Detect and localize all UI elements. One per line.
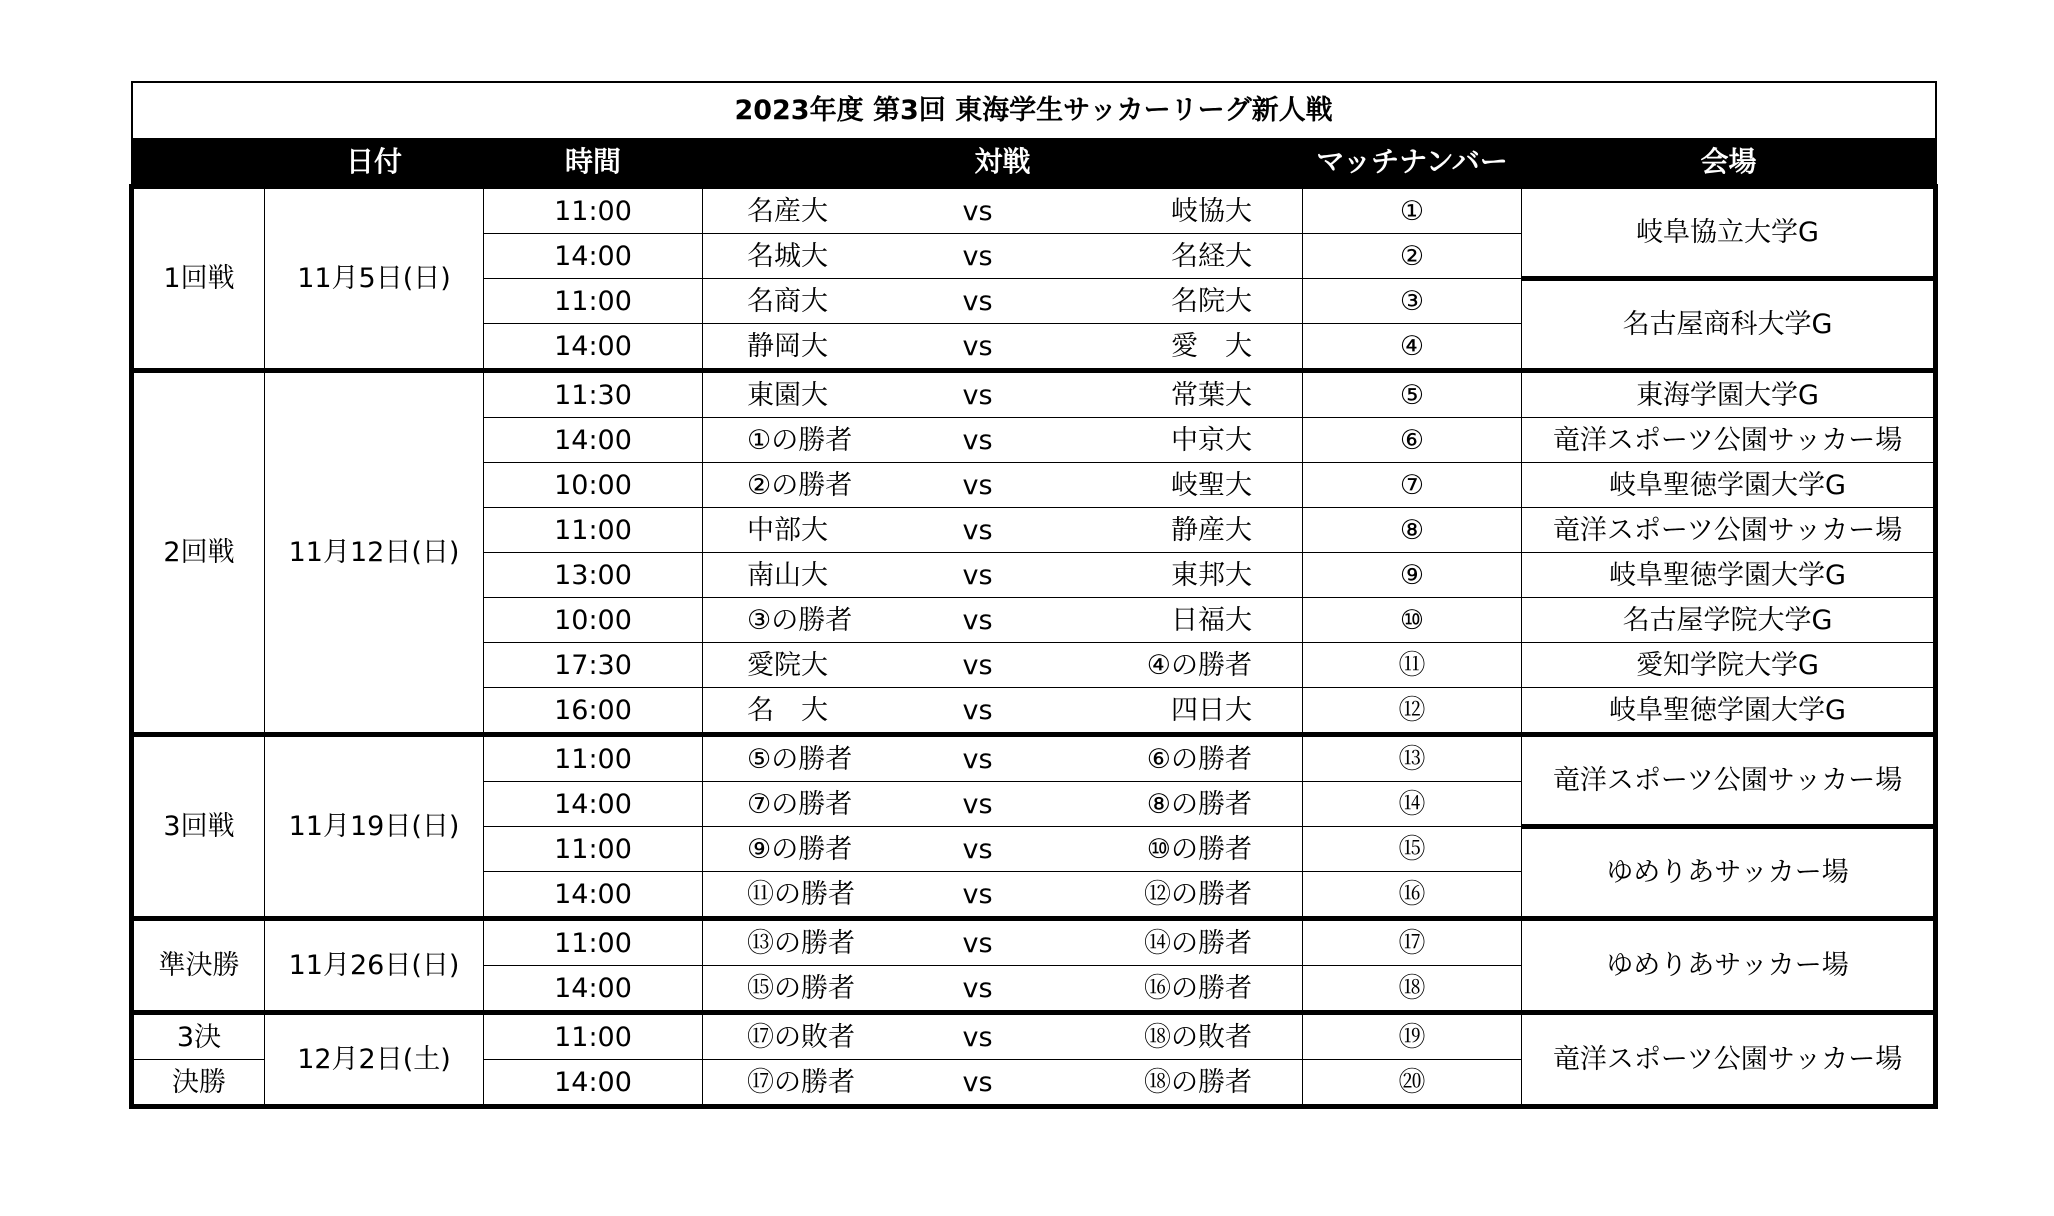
round-cell: 3決: [132, 1013, 265, 1060]
away-team: ⑧の勝者: [1087, 782, 1303, 827]
time-cell: 14:00: [484, 782, 703, 827]
match-number: ①: [1303, 187, 1522, 234]
home-team: ⑬の勝者: [703, 919, 869, 966]
away-team: 岐聖大: [1087, 463, 1303, 508]
venue-cell: 竜洋スポーツ公園サッカー場: [1522, 735, 1936, 827]
home-team: 愛院大: [703, 643, 869, 688]
venue-cell: 名古屋学院大学G: [1522, 598, 1936, 643]
venue-cell: 名古屋商科大学G: [1522, 279, 1936, 371]
home-team: ⑤の勝者: [703, 735, 869, 782]
away-team: 静産大: [1087, 508, 1303, 553]
match-number: ⑫: [1303, 688, 1522, 735]
match-number: ⑬: [1303, 735, 1522, 782]
home-team: ⑰の勝者: [703, 1060, 869, 1107]
home-team: 東園大: [703, 371, 869, 418]
away-team: 岐協大: [1087, 187, 1303, 234]
date-cell: 11月19日(日): [265, 735, 484, 919]
table-row: [132, 1013, 1936, 1060]
home-team: 南山大: [703, 553, 869, 598]
vs-label: vs: [869, 279, 1087, 324]
time-cell: 13:00: [484, 553, 703, 598]
round-cell: 3回戦: [132, 735, 265, 919]
home-team: 中部大: [703, 508, 869, 553]
round-cell: 1回戦: [132, 187, 265, 371]
away-team: ⑯の勝者: [1087, 966, 1303, 1013]
match-number: ⑥: [1303, 418, 1522, 463]
match-number: ⑨: [1303, 553, 1522, 598]
vs-label: vs: [869, 966, 1087, 1013]
match-number: ⑲: [1303, 1013, 1522, 1060]
schedule-body: [132, 187, 1936, 1107]
away-team: ⑩の勝者: [1087, 827, 1303, 872]
time-cell: 11:00: [484, 735, 703, 782]
venue-cell: 岐阜聖徳学園大学G: [1522, 463, 1936, 508]
away-team: 名経大: [1087, 234, 1303, 279]
vs-label: vs: [869, 1060, 1087, 1107]
vs-label: vs: [869, 919, 1087, 966]
home-team: 名産大: [703, 187, 869, 234]
time-cell: 11:30: [484, 371, 703, 418]
date-cell: 11月5日(日): [265, 187, 484, 371]
time-cell: 11:00: [484, 279, 703, 324]
match-number: ⑧: [1303, 508, 1522, 553]
vs-label: vs: [869, 1013, 1087, 1060]
time-cell: 14:00: [484, 324, 703, 371]
away-team: ⑱の勝者: [1087, 1060, 1303, 1107]
venue-cell: 竜洋スポーツ公園サッカー場: [1522, 418, 1936, 463]
venue-cell: 岐阜聖徳学園大学G: [1522, 553, 1936, 598]
date-cell: 12月2日(土): [265, 1013, 484, 1107]
away-team: 名院大: [1087, 279, 1303, 324]
table-row: [132, 735, 1936, 782]
vs-label: vs: [869, 371, 1087, 418]
time-cell: 11:00: [484, 508, 703, 553]
header-round: [132, 139, 265, 187]
table-row: [132, 187, 1936, 234]
header-venue: 会場: [1522, 139, 1936, 187]
venue-cell: 岐阜協立大学G: [1522, 187, 1936, 279]
vs-label: vs: [869, 827, 1087, 872]
header-match-number: マッチナンバー: [1303, 139, 1522, 187]
away-team: 常葉大: [1087, 371, 1303, 418]
header-time: 時間: [484, 139, 703, 187]
home-team: ③の勝者: [703, 598, 869, 643]
home-team: ⑦の勝者: [703, 782, 869, 827]
round-cell: 準決勝: [132, 919, 265, 1013]
round-cell: 2回戦: [132, 371, 265, 735]
home-team: 名商大: [703, 279, 869, 324]
home-team: 名 大: [703, 688, 869, 735]
match-number: ⑮: [1303, 827, 1522, 872]
match-number: ⑰: [1303, 919, 1522, 966]
vs-label: vs: [869, 234, 1087, 279]
time-cell: 14:00: [484, 418, 703, 463]
time-cell: 11:00: [484, 827, 703, 872]
venue-cell: 東海学園大学G: [1522, 371, 1936, 418]
vs-label: vs: [869, 782, 1087, 827]
venue-cell: ゆめりあサッカー場: [1522, 827, 1936, 919]
vs-label: vs: [869, 598, 1087, 643]
vs-label: vs: [869, 643, 1087, 688]
match-number: ⑦: [1303, 463, 1522, 508]
match-number: ④: [1303, 324, 1522, 371]
away-team: ⑥の勝者: [1087, 735, 1303, 782]
vs-label: vs: [869, 872, 1087, 919]
date-cell: 11月12日(日): [265, 371, 484, 735]
venue-cell: 愛知学院大学G: [1522, 643, 1936, 688]
away-team: 愛 大: [1087, 324, 1303, 371]
vs-label: vs: [869, 187, 1087, 234]
vs-label: vs: [869, 553, 1087, 598]
time-cell: 14:00: [484, 966, 703, 1013]
home-team: 静岡大: [703, 324, 869, 371]
match-number: ②: [1303, 234, 1522, 279]
away-team: 東邦大: [1087, 553, 1303, 598]
home-team: ①の勝者: [703, 418, 869, 463]
home-team: ②の勝者: [703, 463, 869, 508]
home-team: ⑮の勝者: [703, 966, 869, 1013]
match-number: ⑪: [1303, 643, 1522, 688]
time-cell: 11:00: [484, 187, 703, 234]
venue-cell: 竜洋スポーツ公園サッカー場: [1522, 1013, 1936, 1107]
header-match: 対戦: [703, 139, 1303, 187]
away-team: 中京大: [1087, 418, 1303, 463]
table-row: [132, 371, 1936, 418]
vs-label: vs: [869, 508, 1087, 553]
home-team: 名城大: [703, 234, 869, 279]
away-team: ⑭の勝者: [1087, 919, 1303, 966]
vs-label: vs: [869, 463, 1087, 508]
home-team: ⑨の勝者: [703, 827, 869, 872]
time-cell: 10:00: [484, 463, 703, 508]
match-number: ⑱: [1303, 966, 1522, 1013]
round-cell: 決勝: [132, 1060, 265, 1107]
match-number: ⑯: [1303, 872, 1522, 919]
date-cell: 11月26日(日): [265, 919, 484, 1013]
schedule-table: [129, 81, 1938, 1109]
vs-label: vs: [869, 735, 1087, 782]
header-date: 日付: [265, 139, 484, 187]
time-cell: 14:00: [484, 234, 703, 279]
away-team: ⑫の勝者: [1087, 872, 1303, 919]
home-team: ⑰の敗者: [703, 1013, 869, 1060]
time-cell: 14:00: [484, 1060, 703, 1107]
away-team: ⑱の敗者: [1087, 1013, 1303, 1060]
table-row: [132, 919, 1936, 966]
match-number: ⑳: [1303, 1060, 1522, 1107]
match-number: ⑤: [1303, 371, 1522, 418]
vs-label: vs: [869, 418, 1087, 463]
match-number: ③: [1303, 279, 1522, 324]
venue-cell: 竜洋スポーツ公園サッカー場: [1522, 508, 1936, 553]
venue-cell: 岐阜聖徳学園大学G: [1522, 688, 1936, 735]
time-cell: 17:30: [484, 643, 703, 688]
vs-label: vs: [869, 688, 1087, 735]
vs-label: vs: [869, 324, 1087, 371]
time-cell: 10:00: [484, 598, 703, 643]
time-cell: 14:00: [484, 872, 703, 919]
time-cell: 11:00: [484, 919, 703, 966]
match-number: ⑭: [1303, 782, 1522, 827]
venue-cell: ゆめりあサッカー場: [1522, 919, 1936, 1013]
away-team: 日福大: [1087, 598, 1303, 643]
match-number: ⑩: [1303, 598, 1522, 643]
time-cell: 16:00: [484, 688, 703, 735]
away-team: ④の勝者: [1087, 643, 1303, 688]
table-title: 2023年度 第3回 東海学生サッカーリーグ新人戦: [132, 82, 1936, 139]
away-team: 四日大: [1087, 688, 1303, 735]
time-cell: 11:00: [484, 1013, 703, 1060]
home-team: ⑪の勝者: [703, 872, 869, 919]
